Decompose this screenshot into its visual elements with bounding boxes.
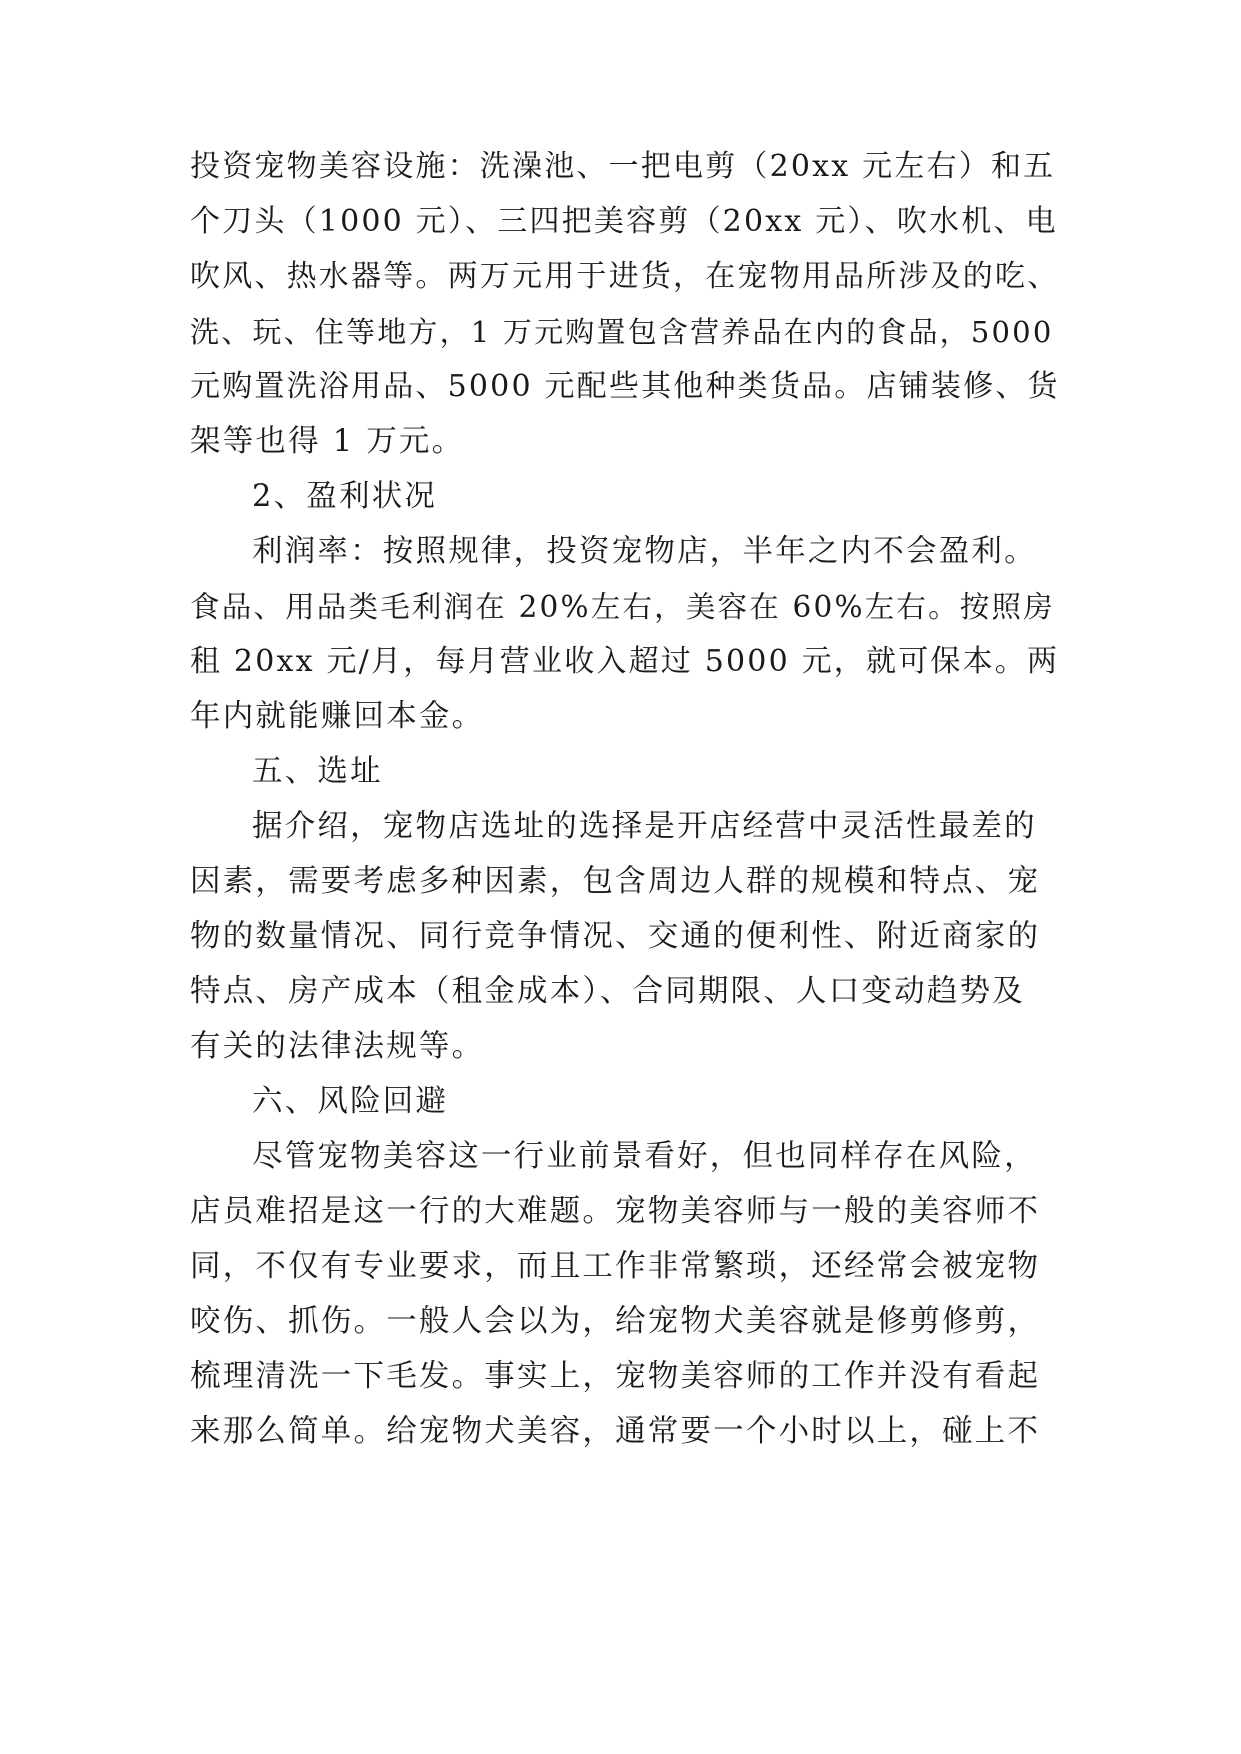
text-line: 店员难招是这一行的大难题。宠物美容师与一般的美容师不 (190, 1194, 1041, 1229)
text-line: 投资宠物美容设施：洗澡池、一把电剪（20xx 元左右）和五 (190, 149, 1056, 184)
text-line: 吹风、热水器等。两万元用于进货，在宠物用品所涉及的吃、 (190, 259, 1060, 294)
text-line: 洗、玩、住等地方，1 万元购置包含营养品在内的食品，5000 (190, 315, 1054, 349)
text-line: 特点、房产成本（租金成本）、合同期限、人口变动趋势及 (190, 974, 1025, 1009)
section-heading: 六、风险回避 (252, 1084, 449, 1119)
text-line: 利润率：按照规律，投资宠物店，半年之内不会盈利。 (252, 534, 1037, 569)
text-line: 元购置洗浴用品、5000 元配些其他种类货品。店铺装修、货 (190, 369, 1060, 404)
text-line: 咬伤、抓伤。一般人会以为，给宠物犬美容就是修剪修剪， (190, 1304, 1041, 1339)
text-line: 年内就能赚回本金。 (190, 699, 485, 734)
text-line: 尽管宠物美容这一行业前景看好，但也同样存在风险， (252, 1139, 1037, 1174)
text-line: 租 20xx 元/月，每月营业收入超过 5000 元，就可保本。两 (190, 644, 1060, 679)
text-line: 食品、用品类毛利润在 20%左右，美容在 60%左右。按照房 (190, 590, 1055, 624)
text-line: 同，不仅有专业要求，而且工作非常繁琐，还经常会被宠物 (190, 1249, 1041, 1284)
text-line: 个刀头（1000 元）、三四把美容剪（20xx 元）、吹水机、电 (190, 204, 1058, 239)
text-line: 架等也得 1 万元。 (190, 424, 465, 459)
section-heading: 五、选址 (252, 754, 383, 789)
text-line: 梳理清洗一下毛发。事实上，宠物美容师的工作并没有看起 (190, 1359, 1041, 1394)
text-line: 有关的法律法规等。 (190, 1029, 485, 1064)
text-line: 据介绍，宠物店选址的选择是开店经营中灵活性最差的 (252, 809, 1037, 844)
section-heading: 2、盈利状况 (252, 479, 438, 514)
text-line: 物的数量情况、同行竞争情况、交通的便利性、附近商家的 (190, 919, 1041, 954)
text-line: 因素，需要考虑多种因素，包含周边人群的规模和特点、宠 (190, 864, 1041, 899)
text-line: 来那么简单。给宠物犬美容，通常要一个小时以上，碰上不 (190, 1414, 1041, 1449)
